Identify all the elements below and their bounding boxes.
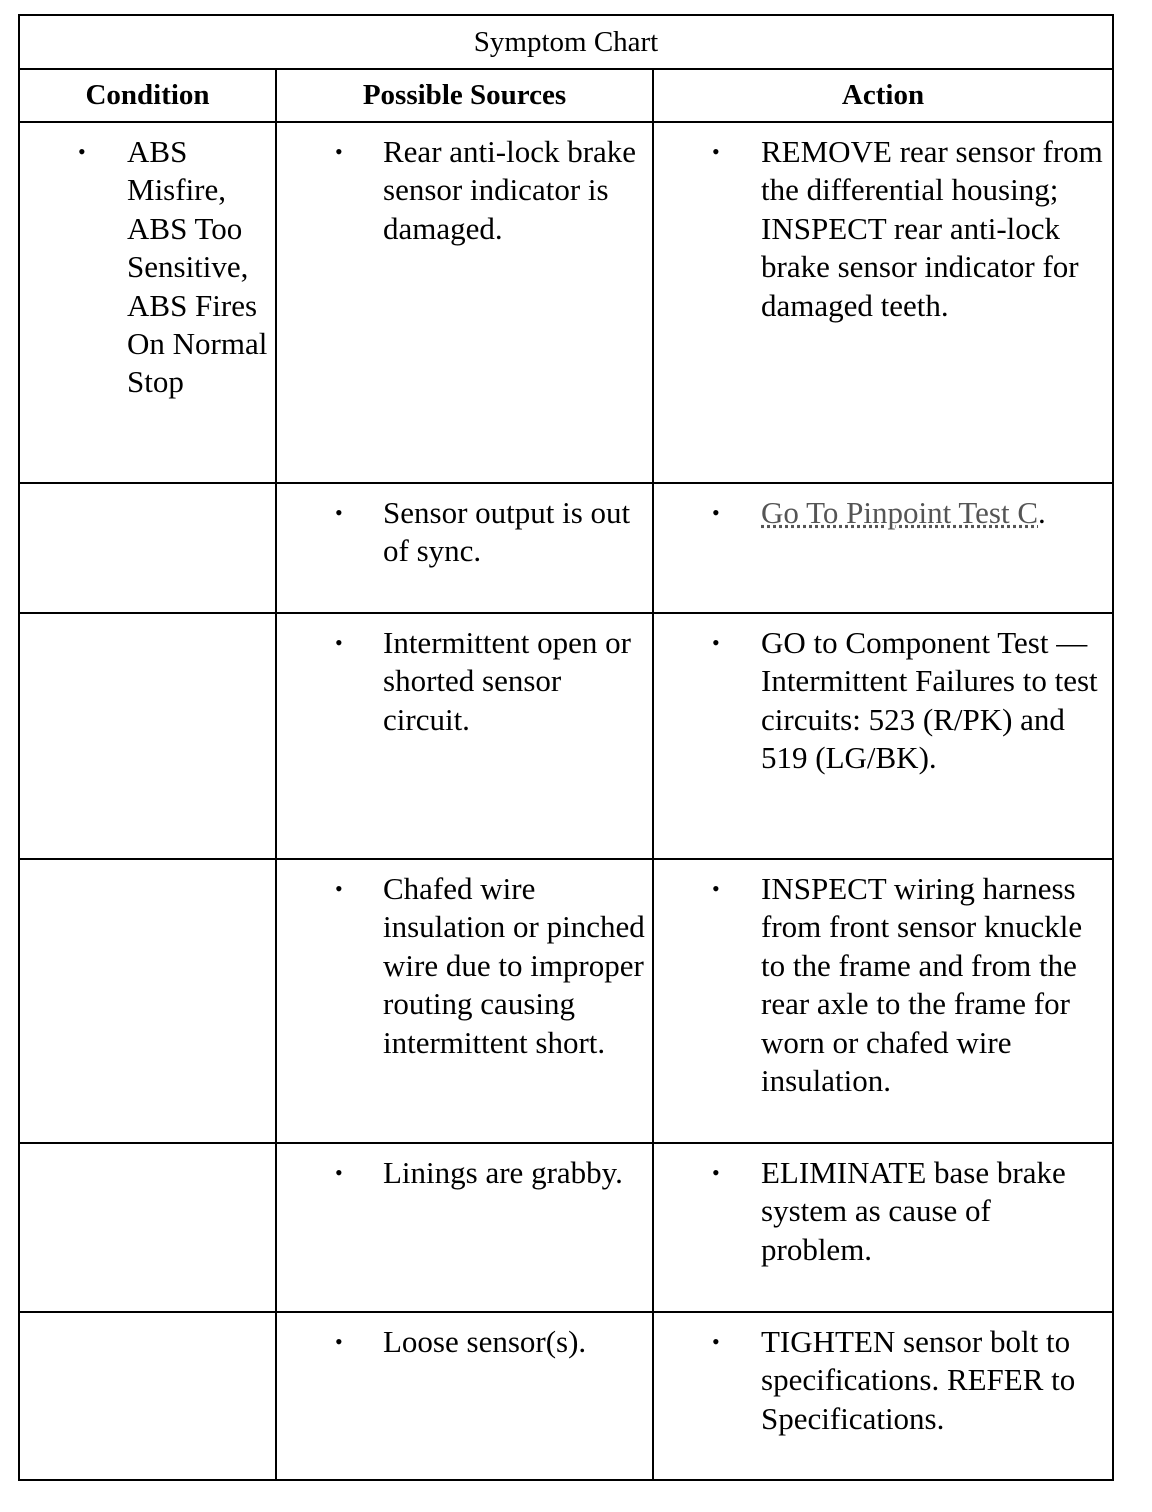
source-text: Rear anti-lock brake sensor indicator is damaged.	[383, 134, 637, 246]
action-text: ELIMINATE base brake system as cause of problem.	[761, 1155, 1066, 1267]
bullet-icon: •	[335, 500, 343, 525]
header-possible-sources: Possible Sources	[276, 69, 653, 122]
pinpoint-test-link[interactable]: Go To Pinpoint Test C	[761, 495, 1039, 530]
bullet-icon: •	[335, 876, 343, 901]
action-text: TIGHTEN sensor bolt to specifications. REFER to Specifications.	[761, 1324, 1076, 1436]
bullet-icon: •	[712, 630, 720, 655]
action-cell	[653, 122, 1113, 483]
condition-cell	[19, 859, 276, 1143]
action-cell	[653, 859, 1113, 1143]
action-text: GO to Component Test — Intermittent Failures to test circuits: 523 (R/PK) and 519 (LG/BK).	[761, 625, 1098, 776]
condition-cell	[19, 613, 276, 859]
bullet-icon: •	[78, 139, 86, 164]
table-row	[19, 859, 1113, 1143]
table-row	[19, 1312, 1113, 1480]
bullet-icon: •	[712, 1329, 720, 1354]
bullet-icon: •	[335, 1329, 343, 1354]
chart-title: Symptom Chart	[19, 15, 1113, 69]
action-cell	[653, 1143, 1113, 1312]
table-row	[19, 613, 1113, 859]
header-action: Action	[653, 69, 1113, 122]
table-row	[19, 122, 1113, 483]
symptom-chart-table	[18, 14, 1114, 1481]
bullet-icon: •	[712, 876, 720, 901]
condition-cell	[19, 1143, 276, 1312]
condition-cell	[19, 122, 276, 483]
bullet-icon: •	[335, 139, 343, 164]
source-cell	[276, 1143, 653, 1312]
action-text: INSPECT wiring harness from front sensor knuckle to the frame and from the rear axle to the frame for worn or chafed wire insulation.	[761, 871, 1083, 1099]
source-text: Loose sensor(s).	[383, 1324, 587, 1359]
bullet-icon: •	[335, 1160, 343, 1185]
title-row	[19, 15, 1113, 69]
header-condition: Condition	[19, 69, 276, 122]
action-cell	[653, 483, 1113, 613]
action-text	[761, 494, 1108, 532]
source-cell	[276, 483, 653, 613]
bullet-icon: •	[712, 139, 720, 164]
table-row	[19, 483, 1113, 613]
source-cell	[276, 122, 653, 483]
source-cell	[276, 859, 653, 1143]
condition-cell	[19, 483, 276, 613]
condition-cell	[19, 1312, 276, 1480]
source-text: Chafed wire insulation or pinched wire due to improper routing causing intermittent short.	[383, 871, 645, 1060]
condition-text: ABS Misfire, ABS Too Sensitive, ABS Fires On Normal Stop	[127, 134, 268, 400]
source-text: Sensor output is out of sync.	[383, 495, 631, 569]
bullet-icon: •	[712, 500, 720, 525]
table-row	[19, 1143, 1113, 1312]
action-suffix: .	[1038, 495, 1046, 530]
action-cell	[653, 613, 1113, 859]
source-cell	[276, 1312, 653, 1480]
source-cell	[276, 613, 653, 859]
source-text: Intermittent open or shorted sensor circuit.	[383, 625, 631, 737]
source-text: Linings are grabby.	[383, 1155, 623, 1190]
bullet-icon: •	[712, 1160, 720, 1185]
bullet-icon: •	[335, 630, 343, 655]
header-row	[19, 69, 1113, 122]
action-cell	[653, 1312, 1113, 1480]
action-text: REMOVE rear sensor from the differential housing; INSPECT rear anti-lock brake sensor indicator for damaged teeth.	[761, 134, 1103, 323]
